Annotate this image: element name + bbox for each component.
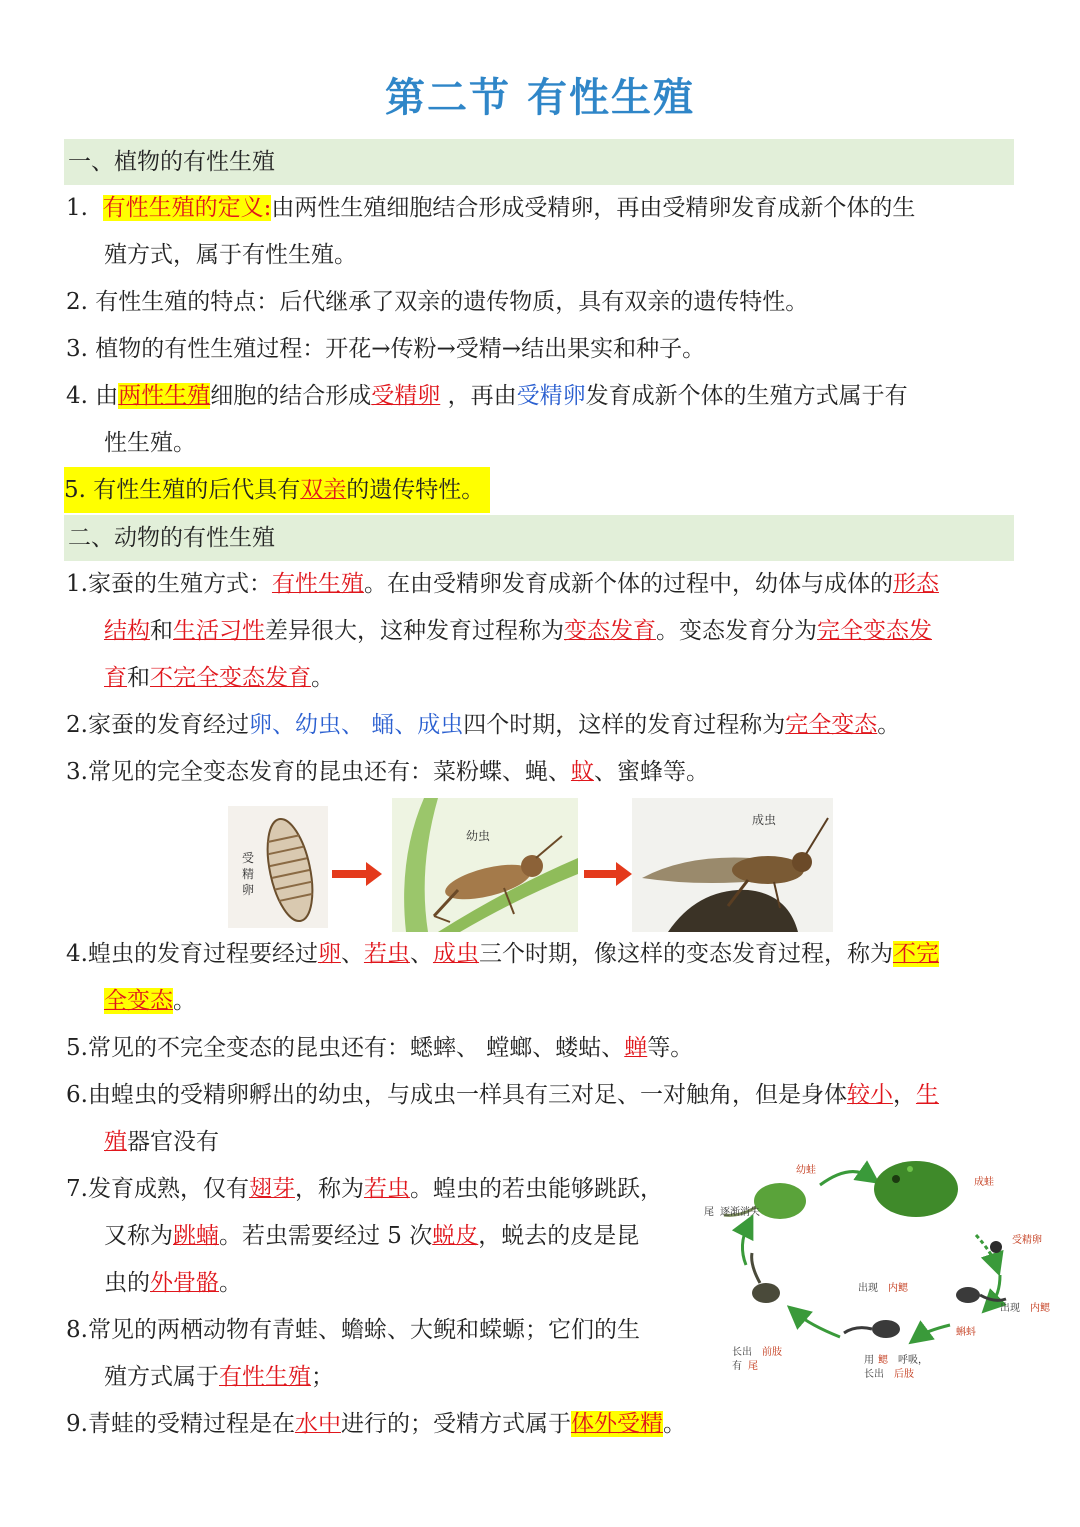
p4-line-2: 全变态。 <box>104 988 196 1014</box>
young-frog-label: 幼蛙 <box>796 1165 816 1176</box>
frog-egg-icon <box>990 1241 1002 1253</box>
egg-label: 受精卵 <box>242 851 255 897</box>
p9: 9.青蛙的受精过程是在水中进行的；受精方式属于体外受精。 <box>66 1411 686 1437</box>
fore-limb-label: 前肢 <box>762 1347 782 1358</box>
item-3: 3. 植物的有性生殖过程：开花→传粉→受精→结出果实和种子。 <box>66 336 706 362</box>
breathe-label: 呼吸， <box>898 1355 928 1366</box>
gradually-disappear-label: 逐渐消失 <box>720 1207 760 1218</box>
item-5: 5. 有性生殖的后代具有双亲的遗传特性。 <box>64 467 490 513</box>
tadpole-with-fore-legs-icon <box>752 1253 780 1303</box>
item-2: 2. 有性生殖的特点：后代继承了双亲的遗传物质，具有双亲的遗传特性。 <box>66 289 809 315</box>
arrow-right-icon <box>332 862 382 886</box>
use-label: 用 <box>864 1355 874 1366</box>
p2: 2.家蚕的发育经过卵、幼虫、 蛹、成虫四个时期，这样的发育过程称为完全变态。 <box>66 712 901 738</box>
item-4-line-1: 4. 由两性生殖细胞的结合形成受精卵 ，再由受精卵发育成新个体的生殖方式属于有 <box>66 383 908 409</box>
p5: 5.常见的不完全变态的昆虫还有：蟋蟀、 螳螂、蝼蛄、蝉等。 <box>66 1035 694 1061</box>
locust-development-figure <box>228 798 833 932</box>
p7-line-2: 又称为跳蝻。若虫需要经过 5 次蜕皮，蜕去的皮是昆 <box>104 1223 640 1249</box>
gill-label: 鳃 <box>878 1355 888 1366</box>
adult-frog-icon <box>874 1161 958 1217</box>
p8-line-1: 8.常见的两栖动物有青蛙、蟾蜍、大鲵和蝾螈；它们的生 <box>66 1317 640 1343</box>
p1-line-2: 结构和生活习性差异很大，这种发育过程称为变态发育。变态发育分为完全变态发 <box>104 618 932 644</box>
p6-line-1: 6.由蝗虫的受精卵孵出的幼虫，与成虫一样具有三对足、一对触角，但是身体较小，生 <box>66 1082 939 1108</box>
internal-gill-label-1: 内鳃 <box>888 1283 908 1294</box>
arrow-right-icon <box>584 862 632 886</box>
section-heading-plant: 一、植物的有性生殖 <box>64 139 1014 185</box>
adult-label: 成虫 <box>752 813 777 827</box>
have-label: 有 <box>732 1361 742 1372</box>
tail-label-2: 尾 <box>748 1361 758 1372</box>
tadpole-label: 蝌蚪 <box>956 1327 976 1338</box>
p8-line-2: 殖方式属于有性生殖； <box>104 1364 334 1390</box>
p1-line-1: 1.家蚕的生殖方式：有性生殖。在由受精卵发育成新个体的过程中，幼体与成体的形态 <box>66 571 939 597</box>
item-1-line-1: 1. 有性生殖的定义:由两性生殖细胞结合形成受精卵，再由受精卵发育成新个体的生 <box>66 195 916 221</box>
p1-line-3: 育和不完全变态发育。 <box>104 665 334 691</box>
p6-line-2: 殖器官没有 <box>104 1129 219 1155</box>
appear-label-2: 出现 <box>1000 1303 1020 1314</box>
internal-gill-label-2: 内鳃 <box>1030 1303 1050 1314</box>
frog-life-cycle-figure <box>700 1155 1062 1385</box>
item-4-line-2: 性生殖。 <box>104 430 196 456</box>
tadpole-with-hind-legs-icon <box>844 1320 900 1338</box>
adult-frog-label: 成蛙 <box>974 1177 994 1188</box>
appear-label-1: 出现 <box>858 1283 878 1294</box>
page-title: 第二节 有性生殖 <box>385 75 695 121</box>
item-1-line-2: 殖方式，属于有性生殖。 <box>104 242 357 268</box>
grow-label-1: 长出 <box>732 1347 752 1358</box>
nymph-label: 幼虫 <box>466 829 491 843</box>
grow-label-2: 长出 <box>864 1369 884 1380</box>
p7-line-1: 7.发育成熟，仅有翅芽，称为若虫。蝗虫的若虫能够跳跃， <box>66 1176 663 1202</box>
fertilized-egg-label: 受精卵 <box>1012 1235 1042 1246</box>
p3: 3.常见的完全变态发育的昆虫还有：菜粉蝶、蝇、蚊、蜜蜂等。 <box>66 759 709 785</box>
p4-line-1: 4.蝗虫的发育过程要经过卵、若虫、成虫三个时期，像这样的变态发育过程，称为不完 <box>66 941 939 967</box>
tail-label: 尾 <box>704 1207 714 1218</box>
p7-line-3: 虫的外骨骼。 <box>104 1270 242 1296</box>
section-heading-animal: 二、动物的有性生殖 <box>64 515 1014 561</box>
hind-limb-label: 后肢 <box>894 1369 914 1380</box>
